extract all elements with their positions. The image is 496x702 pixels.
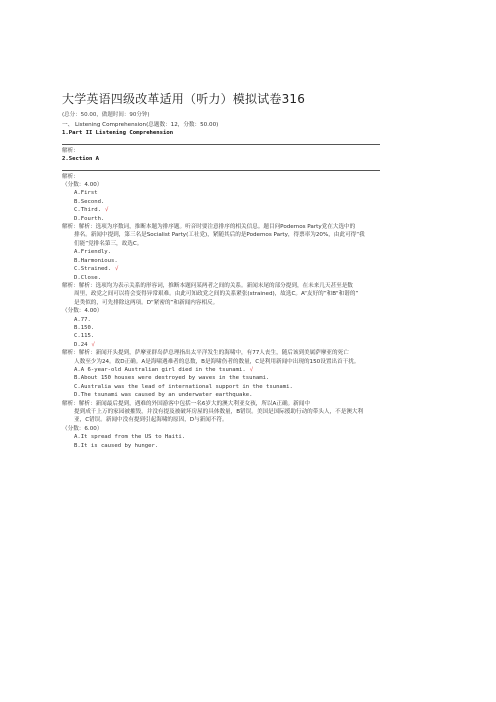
option-c: C.Strained. √ [74,266,119,273]
question-score: （分数：4.00） [62,308,103,315]
option-b: B.Harmonious. [74,257,118,264]
analysis-line: 周里，政党之间可以将会变得异常艰难。由此可知政党之间的关系紧张(strained)，故选C。A“友好的”和B“和谐的” [74,291,359,298]
divider [62,170,380,171]
divider [62,144,380,145]
option-d: D.24 √ [74,341,95,348]
option-b: B.It is caused by hunger. [74,442,159,449]
part-heading: 1.Part II Listening Comprehension [62,130,174,137]
analysis-line: 解析：解析：新闻开头提到，萨摩亚群岛萨总理指出太平洋发生的海啸中，有77人丧生，随后该到美属萨摩亚的死亡 [62,350,349,357]
analysis-line: 人数至少为24。故D正确。A是海啸遇难者的总数，B是海啸伤者的数量，C是利用新闻中出现的150设置出首干扰。 [74,358,360,365]
option-a: A.77. [74,316,91,323]
option-a: A.It spread from the US to Haiti. [74,434,186,441]
option-d: D.Fourth. [74,215,105,222]
correct-check-icon: √ [249,366,254,373]
analysis-line: 亚，C错误。新闻中没有提到引起海啸的原因，D与新闻不符。 [74,417,228,424]
page-title: 大学英语四级改革适用（听力）模拟试卷316 [62,92,306,106]
analysis-line: 解析：解析：新闻最后提到，遇难的外国游客中包括一名6岁大的澳大利亚女孩，所以A正确。新闻中 [62,400,310,407]
correct-check-icon: √ [104,207,109,214]
section-heading: 一、 Listening Comprehension(总题数：12，分数：50.00) [62,122,219,128]
analysis-line: 们能”党排名第三，故选C。 [74,240,143,247]
option-b: B.About 150 houses were destroyed by waves in the tsunami. [74,375,270,382]
analysis-line: 是类似的，可先排除这两项。D“紧密的”和新闻内容相反。 [74,299,219,306]
analysis-line: 解析：解析：选项为序数词，推断本题为排序题。听音时要注意排序的相关信息。题目问Podemos Party党在大选中的 [62,224,356,231]
option-d: D.Close. [74,274,101,281]
option-b: B.Second. [74,198,105,205]
analysis-line: 提到成千上万的家园被摧毁，并没有提及被破坏房屋的具体数量，B错误。美国是国际援助行动的带头人，不是澳大利 [74,409,364,415]
option-c: C.Third. √ [74,207,109,214]
analysis-label: 解析： [62,147,79,154]
exam-meta: (总分：50.00，做题时间：90分钟) [62,112,150,118]
option-c: C.Australia was the lead of international support in the tsunami. [74,383,293,390]
option-a: A.Friendly. [74,249,112,256]
option-a: A.First [74,190,98,197]
option-c: C.115. [74,333,95,340]
document-body [62,121,382,450]
question-score: （分数：6.00） [62,425,103,432]
analysis-line: 排名。新闻中提到，第三名是Socialist Party(工社党)，紧随其后的是Podemos Party，得票率为20%，由此可得“我 [74,232,365,239]
option-b: B.150. [74,324,95,331]
analysis-label: 解析： [62,173,79,180]
correct-check-icon: √ [91,341,95,348]
option-d: D.The tsunami was caused by an underwater earthquake. [74,392,253,399]
question-score: （分数：4.00） [62,182,103,189]
analysis-line: 解析：解析：选项均为表示关系的形容词，推断本题问某两者之间的关系。新闻末尾的部分提到，在未来几天甚至是数 [62,282,353,289]
section-a-heading: 2.Section A [62,156,100,163]
correct-check-icon: √ [115,266,119,273]
option-a: A.A 6-year-old Australian girl died in the tsunami. √ [74,366,254,373]
